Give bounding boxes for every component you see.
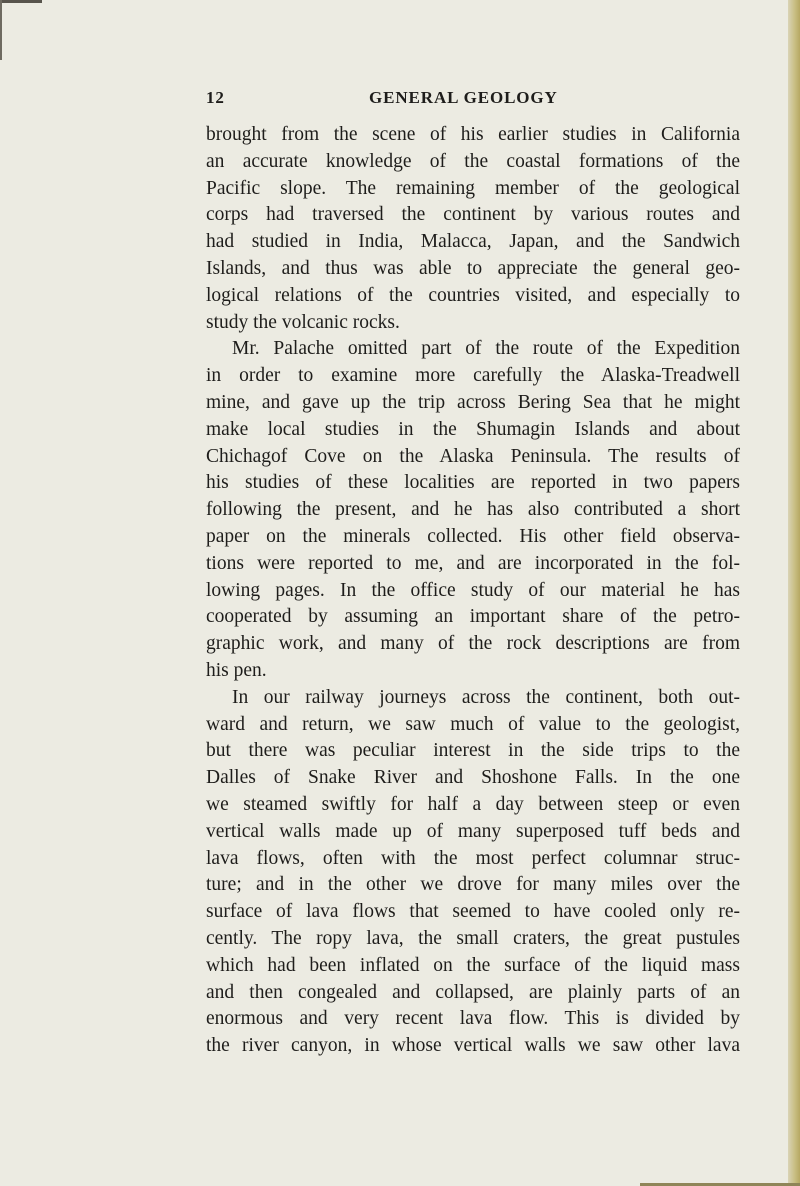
page-edge-right <box>788 0 800 1186</box>
paragraph <box>206 122 740 336</box>
scan-edge-top <box>0 0 42 3</box>
text-line: his pen. <box>206 659 267 681</box>
text-line: mine, and gave up the trip across Bering Sea that he might <box>206 391 740 413</box>
text-line: the river canyon, in whose vertical walls we saw other lava <box>206 1035 740 1057</box>
text-line: brought from the scene of his earlier studies in California <box>206 124 740 145</box>
running-head: GENERAL GEOLOGY <box>369 88 558 107</box>
text-line: surface of lava flows that seemed to have cooled only re- <box>206 901 740 923</box>
text-line: paper on the minerals collected. His other field observa- <box>206 525 740 547</box>
text-line: vertical walls made up of many superposed tuff beds and <box>206 820 740 842</box>
text-line: make local studies in the Shumagin Islands and about <box>206 418 740 440</box>
text-line: logical relations of the countries visited, and especially to <box>206 284 740 306</box>
text-line: following the present, and he has also contributed a short <box>206 499 740 521</box>
text-line: and then congealed and collapsed, are plainly parts of an <box>206 981 740 1003</box>
text-line: had studied in India, Malacca, Japan, and the Sandwich <box>206 231 740 253</box>
text-line: Dalles of Snake River and Shoshone Falls. In the one <box>206 767 740 789</box>
page-number: 12 <box>206 88 225 107</box>
text-line: study the volcanic rocks. <box>206 311 400 333</box>
page-header <box>206 87 800 109</box>
text-line: Mr. Palache omitted part of the route of the Expedition <box>232 338 740 360</box>
text-line: ward and return, we saw much of value to the geologist, <box>206 713 740 735</box>
text-line: Pacific slope. The remaining member of the geological <box>206 177 740 199</box>
text-line: tions were reported to me, and are incorporated in the fol- <box>206 552 740 574</box>
text-line: ture; and in the other we drove for many miles over the <box>206 874 740 896</box>
body-text <box>206 122 740 1060</box>
paragraph <box>206 685 740 1060</box>
text-line: corps had traversed the continent by various routes and <box>206 204 740 226</box>
text-line: which had been inflated on the surface of the liquid mass <box>206 954 740 976</box>
text-line: we steamed swiftly for half a day between steep or even <box>206 793 740 815</box>
text-line: Chichagof Cove on the Alaska Peninsula. The results of <box>206 445 740 467</box>
scan-edge-left <box>0 0 2 60</box>
text-line: Islands, and thus was able to appreciate the general geo- <box>206 257 740 279</box>
text-line: his studies of these localities are reported in two papers <box>206 472 740 494</box>
text-line: graphic work, and many of the rock descriptions are from <box>206 633 740 655</box>
text-line: cently. The ropy lava, the small craters, the great pustules <box>206 927 740 949</box>
text-line: an accurate knowledge of the coastal formations of the <box>206 150 740 172</box>
text-line: cooperated by assuming an important share of the petro- <box>206 606 740 628</box>
text-line: lava flows, often with the most perfect columnar struc- <box>206 847 740 869</box>
text-line: but there was peculiar interest in the side trips to the <box>206 740 740 762</box>
text-line: lowing pages. In the office study of our material he has <box>206 579 740 601</box>
paragraph <box>206 336 740 684</box>
text-line: enormous and very recent lava flow. This is divided by <box>206 1008 740 1030</box>
text-line: In our railway journeys across the continent, both out- <box>232 686 740 708</box>
text-line: in order to examine more carefully the Alaska-Treadwell <box>206 365 740 387</box>
